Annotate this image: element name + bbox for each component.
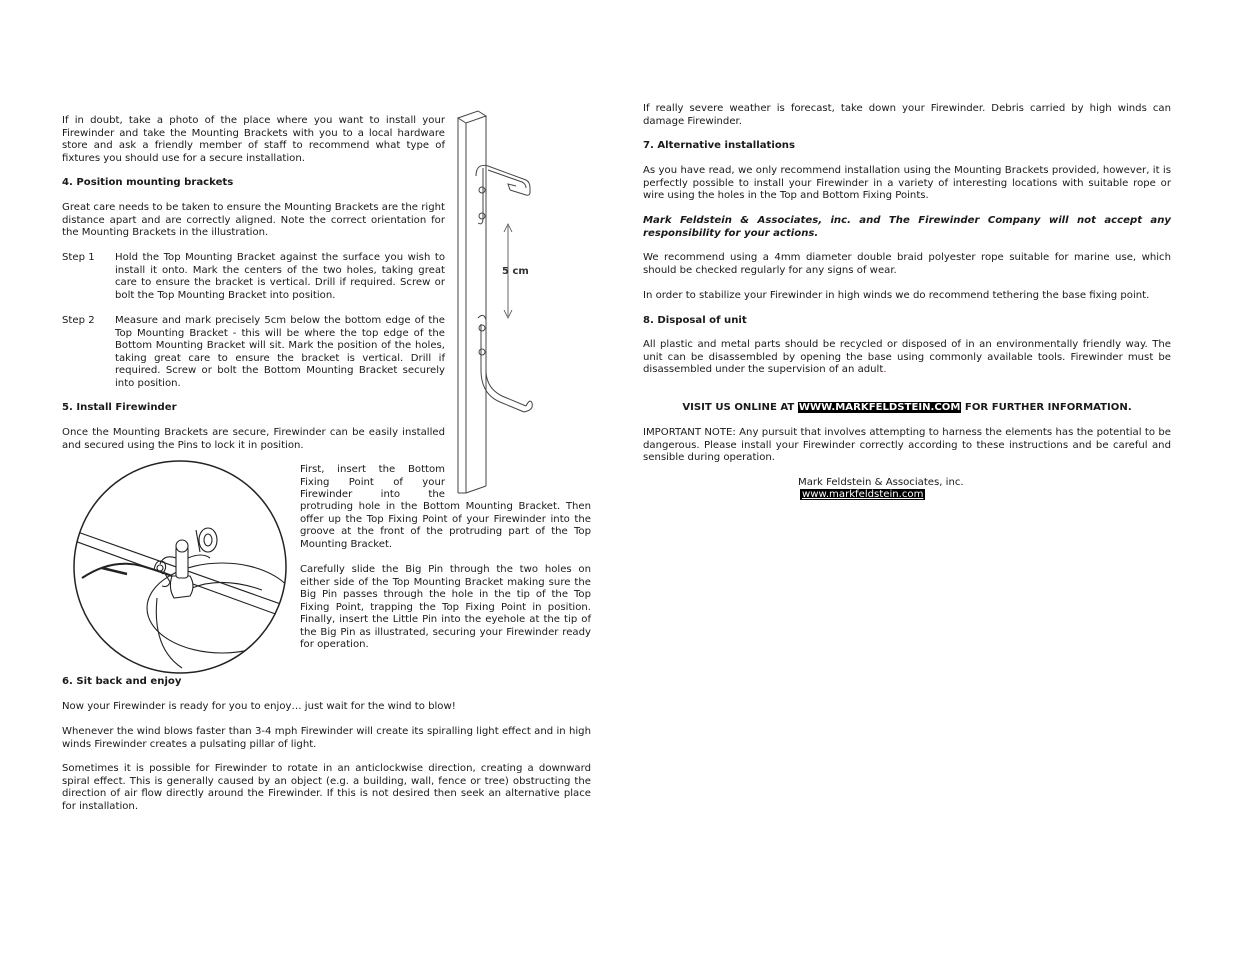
fixing-text-part-2: protruding hole in the Bottom Mounting Bracket. Then offer up the Top Fixing Point of your Firewinder into the groove at the front of the protruding part of the Top Mounting Bracket. xyxy=(300,501,591,550)
disclaimer-paragraph: Mark Feldstein & Associates, inc. and The Firewinder Company will not accept any responsibility for your actions. xyxy=(643,215,1171,239)
important-note: IMPORTANT NOTE: Any pursuit that involves attempting to harness the elements has the potential to be dangerous. Please install your Firewinder correctly according to these instructions and be careful and sensible during operation. xyxy=(643,427,1171,463)
section-8-text: All plastic and metal parts should be recycled or disposed of in an environmentally friendly way. The unit can be disassembled by opening the base using commonly available tools. Firewinder must be disassembled under the supervision of an adult xyxy=(643,339,1171,375)
section-8-period: . xyxy=(883,364,887,375)
section-8-heading: 8. Disposal of unit xyxy=(643,315,747,326)
section-4-heading: 4. Position mounting brackets xyxy=(62,177,234,188)
section-6-paragraph-1: Now your Firewinder is ready for you to enjoy… just wait for the wind to blow! xyxy=(62,701,456,712)
intro-paragraph: If in doubt, take a photo of the place where you want to install your Firewinder and take the Mounting Brackets with you to a local hardware store and ask a friendly member of staff to recommend what type of fixtures you should use for a secure installation. xyxy=(62,115,445,164)
tether-paragraph: In order to stabilize your Firewinder in high winds we do recommend tethering the base fixing point. xyxy=(643,290,1150,301)
company-name: Mark Feldstein & Associates, inc. xyxy=(798,477,964,488)
section-4-paragraph: Great care needs to be taken to ensure the Mounting Brackets are the right distance apart and are correctly aligned. Note the correct orientation for the Mounting Brackets in the illustration. xyxy=(62,202,445,238)
weather-paragraph: If really severe weather is forecast, take down your Firewinder. Debris carried by high winds can damage Firewinder. xyxy=(643,103,1171,127)
pin-paragraph: Carefully slide the Big Pin through the two holes on either side of the Top Mounting Bracket making sure the Big Pin passes through the hole in the tip of the Top Fixing Point, trapping the Top Fixing Point in position. Finally, insert the Little Pin into the eyehole at the tip of the Big Pin as illustrated, securing your Firewinder ready for operation. xyxy=(300,564,591,650)
section-6-paragraph-2: Whenever the wind blows faster than 3-4 mph Firewinder will create its spiralling light effect and in high winds Firewinder creates a pulsating pillar of light. xyxy=(62,726,591,750)
section-6-heading: 6. Sit back and enjoy xyxy=(62,676,182,687)
section-8-paragraph xyxy=(643,339,1171,377)
dimension-label: 5 cm xyxy=(502,266,529,277)
step-1 xyxy=(62,252,445,304)
visit-online-line xyxy=(643,402,1171,415)
section-7-paragraph: As you have read, we only recommend installation using the Mounting Brackets provided, however, it is perfectly possible to install your Firewinder in a variety of interesting locations with suitable rope or wire using the holes in the Top and Bottom Fixing Points. xyxy=(643,165,1171,201)
visit-prefix: VISIT US ONLINE AT xyxy=(682,402,798,413)
section-5-heading: 5. Install Firewinder xyxy=(62,402,177,413)
mounting-bracket-illustration xyxy=(450,108,550,498)
pin-detail-illustration xyxy=(72,458,292,674)
company-url-link[interactable]: www.markfeldstein.com xyxy=(802,489,924,500)
step-2-text: Measure and mark precisely 5cm below the bottom edge of the Top Mounting Bracket - this will be where the top edge of the Bottom Mounting Bracket will sit. Mark the position of the holes, taking great care to ensure the bracket is vertical. Drill if required. Screw or bolt the Bottom Mounting Bracket securely into position. xyxy=(115,315,445,389)
step-2-label: Step 2 xyxy=(62,315,95,326)
section-5-paragraph: Once the Mounting Brackets are secure, Firewinder can be easily installed and secured using the Pins to lock it in position. xyxy=(62,427,445,451)
section-7-heading: 7. Alternative installations xyxy=(643,140,795,151)
rope-paragraph: We recommend using a 4mm diameter double braid polyester rope suitable for marine use, which should be checked regularly for any signs of wear. xyxy=(643,252,1171,276)
visit-url-link[interactable]: WWW.MARKFELDSTEIN.COM xyxy=(798,402,961,413)
section-6-paragraph-3: Sometimes it is possible for Firewinder to rotate in an anticlockwise direction, creating a downward spiral effect. This is generally caused by an object (e.g. a building, wall, fence or tree) obstructing the direction of air flow directly around the Firewinder. If this is not desired then seek an alternative place for installation. xyxy=(62,763,591,812)
step-1-label: Step 1 xyxy=(62,252,95,263)
visit-suffix: FOR FURTHER INFORMATION. xyxy=(961,402,1132,413)
fixing-text-part-1: First, insert the Bottom Fixing Point of your Firewinder into the xyxy=(300,464,445,500)
step-2 xyxy=(62,315,445,391)
step-1-text: Hold the Top Mounting Bracket against the surface you wish to install it onto. Mark the centers of the two holes, taking great care to ensure the bracket is vertical. Drill if required. Screw or bolt the Top Mounting Bracket into position. xyxy=(115,252,445,301)
